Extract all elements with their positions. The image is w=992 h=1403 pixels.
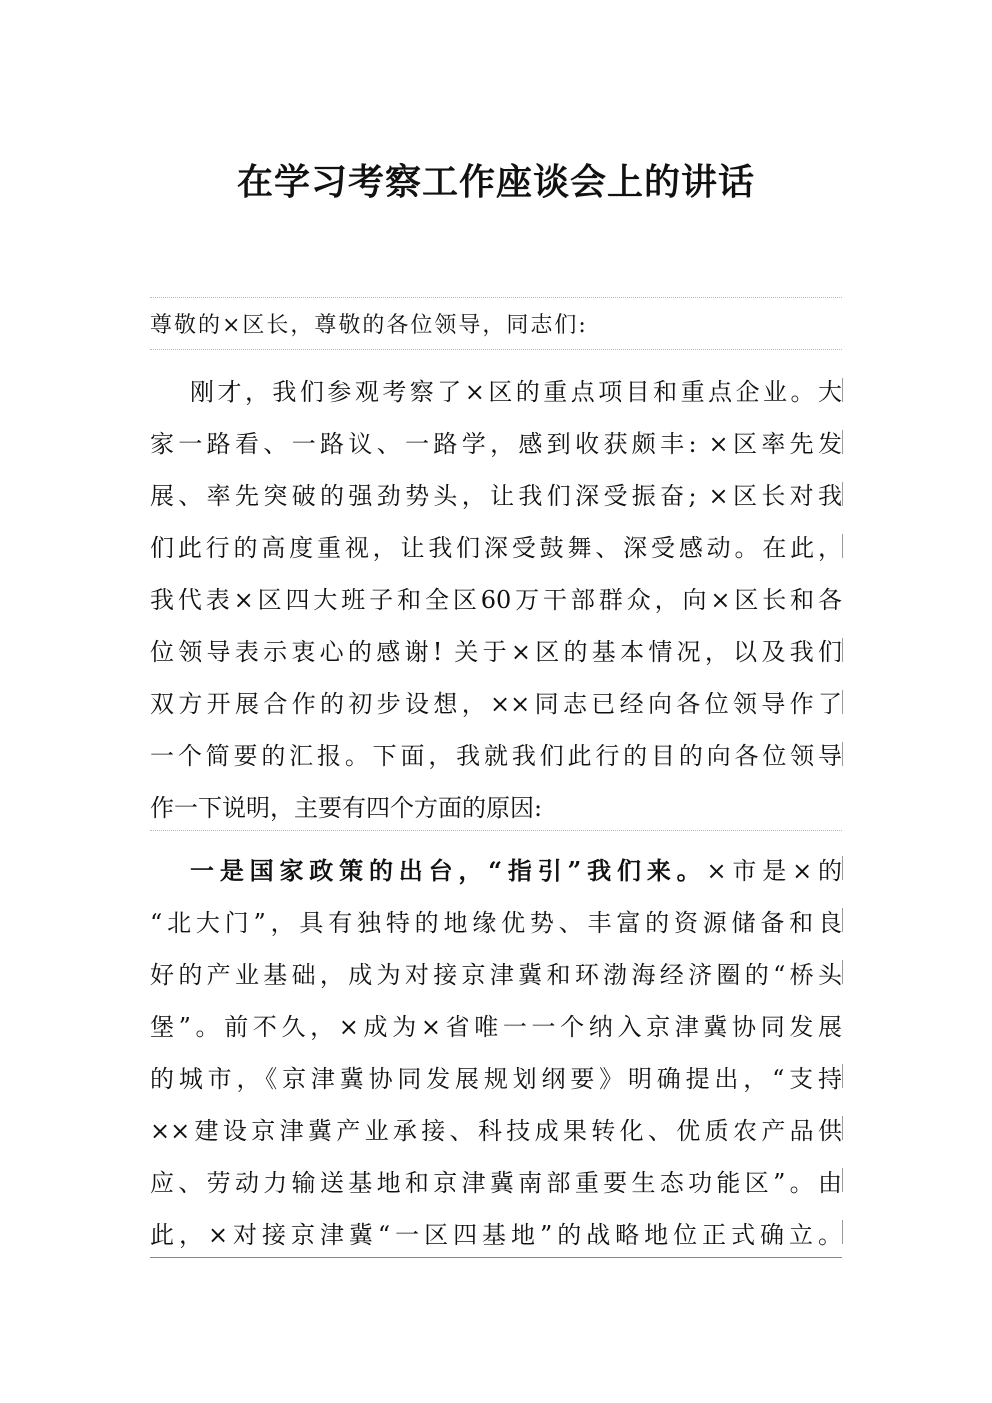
- margin-bar: [842, 1064, 843, 1088]
- greeting-top-rule: [150, 297, 842, 298]
- paragraph-1-line: 一个简要的汇报。下面，我就我们此行的目的向各位领导: [150, 742, 842, 770]
- paragraph-1-line: 展、率先突破的强劲势头，让我们深受振奋; ×区长对我: [150, 482, 842, 510]
- greeting-line: 尊敬的×区长，尊敬的各位领导，同志们:: [150, 313, 588, 338]
- margin-bar: [842, 638, 843, 662]
- margin-bar: [842, 690, 843, 714]
- margin-bar: [842, 378, 843, 402]
- margin-bar: [842, 1220, 843, 1244]
- paragraph-1-line: 作一下说明，主要有四个方面的原因:: [150, 794, 543, 822]
- paragraph-2-first-line-rest: ×市是×的: [706, 857, 842, 885]
- paragraph-2-line: 此，×对接京津冀“一区四基地”的战略地位正式确立。: [150, 1221, 842, 1249]
- paragraph-1-line: 们此行的高度重视，让我们深受鼓舞、深受感动。在此，: [150, 534, 842, 562]
- paragraph-1-bottom-rule: [150, 830, 842, 831]
- margin-bar: [842, 960, 843, 984]
- paragraph-2-line: 的城市，《京津冀协同发展规划纲要》明确提出，“支持: [150, 1065, 842, 1093]
- margin-bar: [842, 856, 843, 880]
- paragraph-2-line: ××建设京津冀产业承接、科技成果转化、优质农产品供: [150, 1117, 842, 1145]
- paragraph-1-line: 家一路看、一路议、一路学，感到收获颇丰: ×区率先发: [150, 430, 842, 458]
- paragraph-2-line: “北大门”，具有独特的地缘优势、丰富的资源储备和良: [150, 909, 842, 937]
- paragraph-2-line: 应、劳动力输送基地和京津冀南部重要生态功能区”。由: [150, 1169, 842, 1197]
- greeting-bottom-rule: [150, 349, 842, 350]
- paragraph-2-first-line: [150, 845, 842, 897]
- paragraph-2-line: 堡”。前不久，×成为×省唯一一个纳入京津冀协同发展: [150, 1013, 842, 1041]
- paragraph-2: [150, 845, 842, 1261]
- paragraph-2-bold-lead: 一是国家政策的出台，“指引”我们来。: [190, 856, 707, 885]
- margin-bar: [842, 430, 843, 454]
- document-title: 在学习考察工作座谈会上的讲话: [236, 161, 755, 203]
- paragraph-1-line: 刚才，我们参观考察了×区的重点项目和重点企业。大: [190, 378, 842, 406]
- margin-bar: [842, 482, 843, 506]
- margin-bar: [842, 534, 843, 558]
- margin-bar: [842, 1168, 843, 1192]
- paragraph-2-line: 好的产业基础，成为对接京津冀和环渤海经济圈的“桥头: [150, 961, 842, 989]
- paragraph-1-line: 我代表×区四大班子和全区60万干部群众，向×区长和各: [150, 586, 842, 614]
- paragraph-1: [150, 366, 842, 834]
- paragraph-1-line: 位领导表示衷心的感谢! 关于×区的基本情况，以及我们: [150, 638, 842, 666]
- page-bottom-rule: [150, 1257, 842, 1258]
- margin-bar: [842, 742, 843, 766]
- paragraph-1-line: 双方开展合作的初步设想，××同志已经向各位领导作了: [150, 690, 842, 718]
- margin-bar: [842, 908, 843, 932]
- margin-bar: [842, 1116, 843, 1140]
